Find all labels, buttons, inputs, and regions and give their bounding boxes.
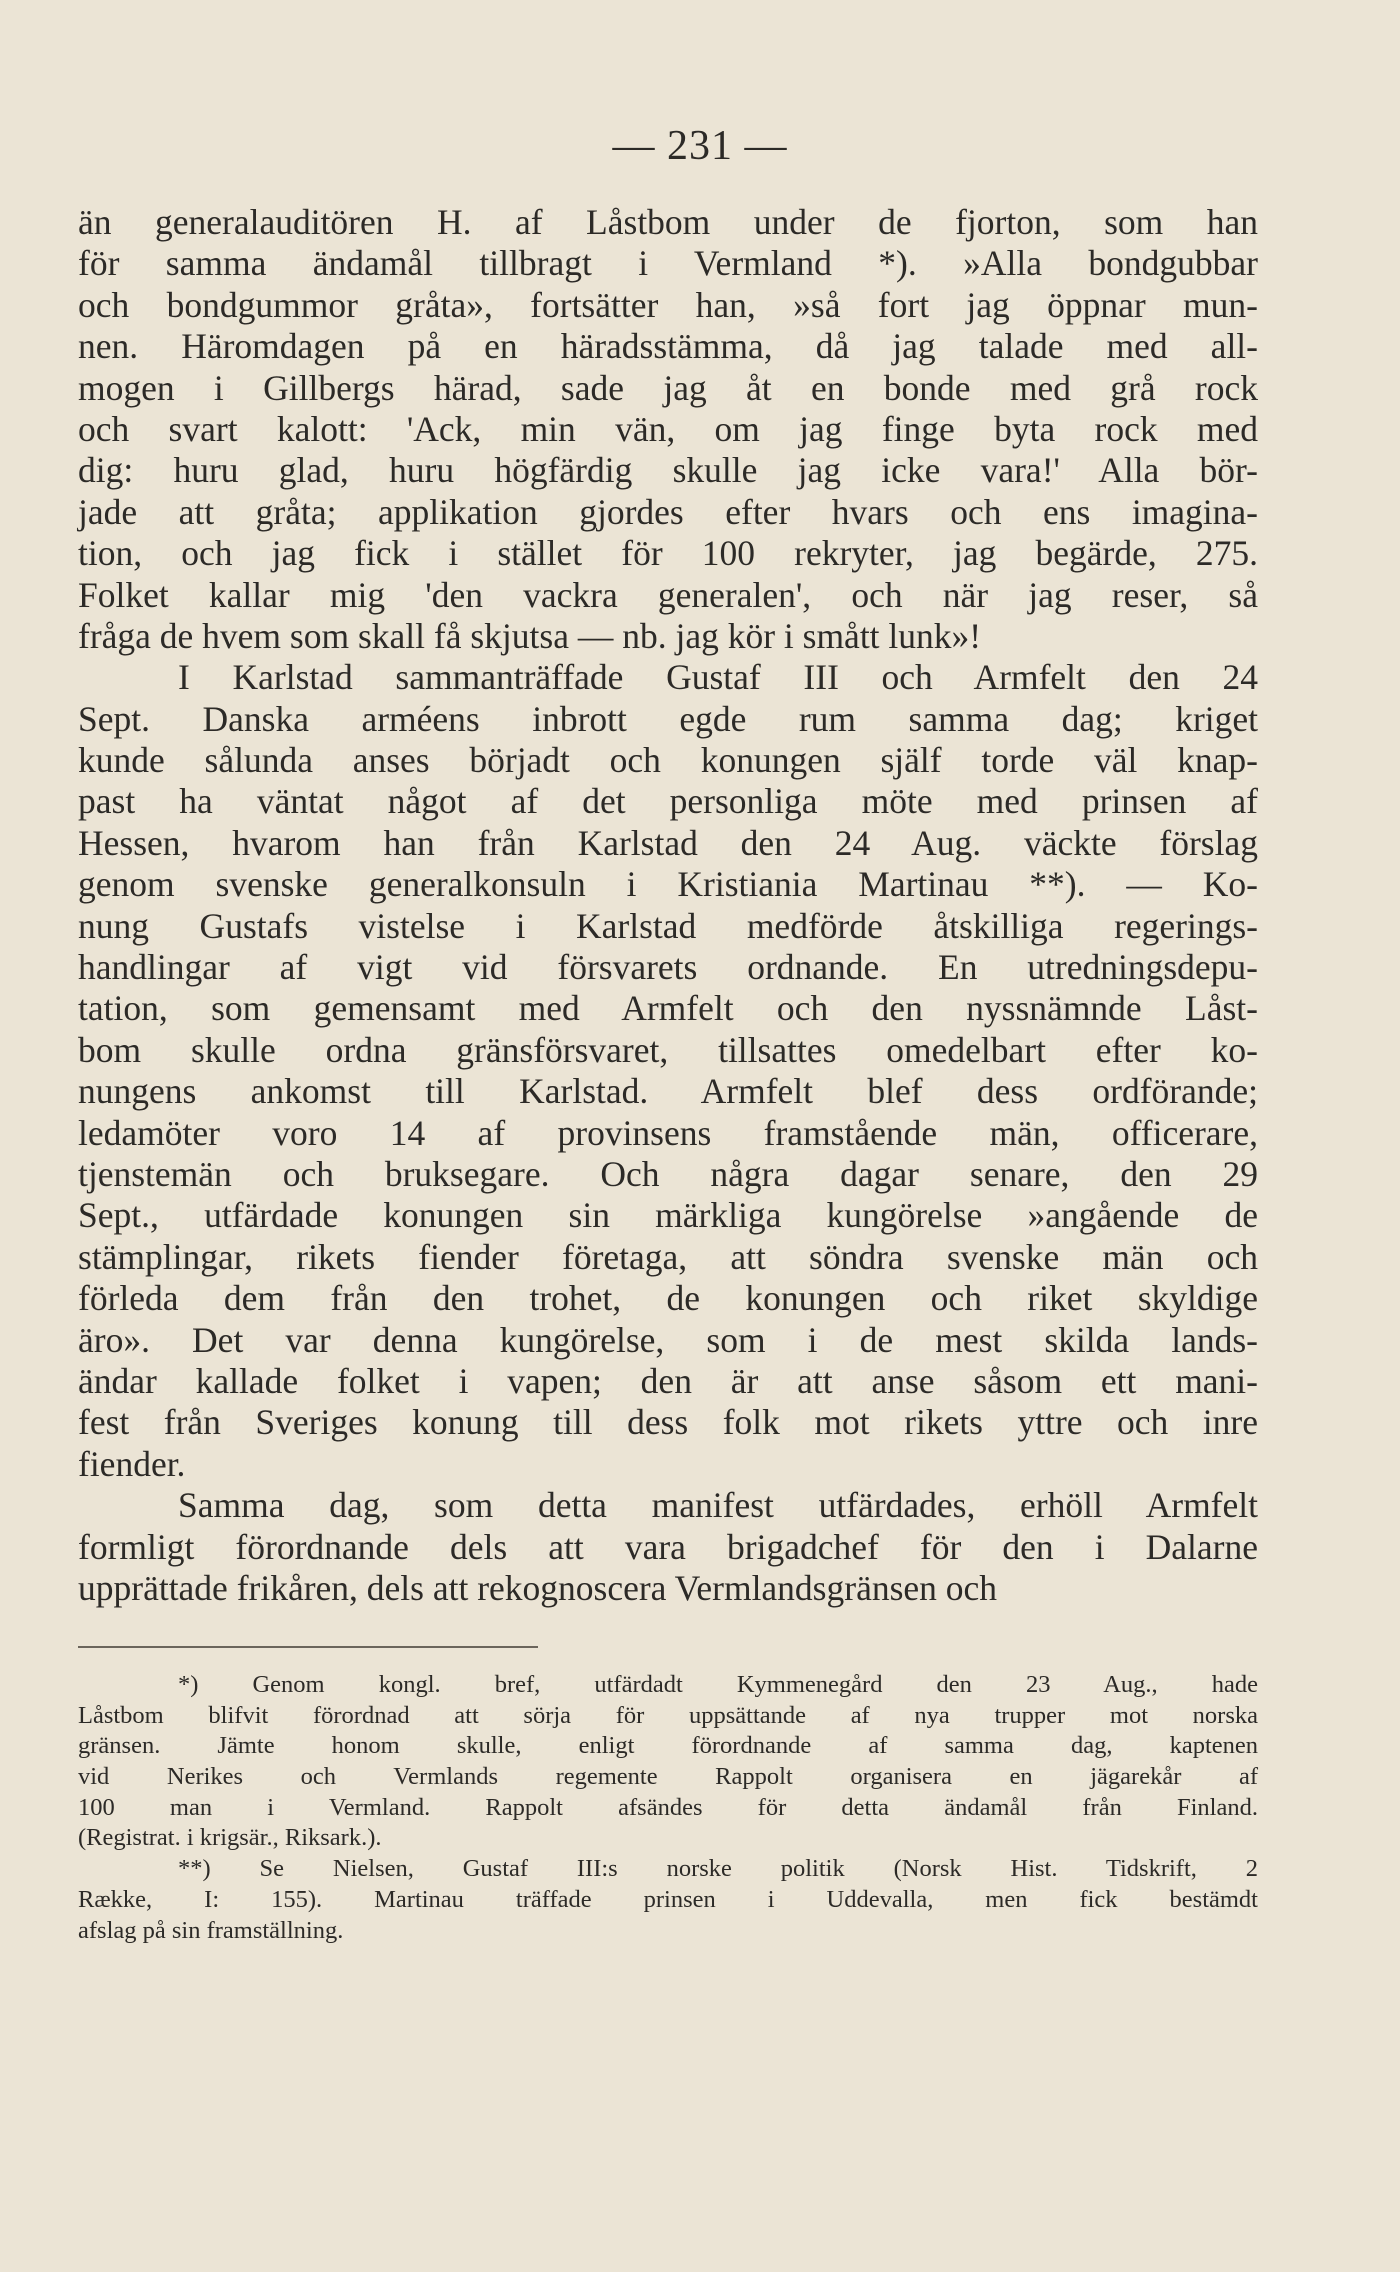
body-line: tjenstemän och bruksegare. Och några dagar senare, den 29 — [78, 1153, 1258, 1194]
footnote-line: 100 man i Vermland. Rappolt afsändes för detta ändamål från Finland. — [78, 1793, 1258, 1821]
body-line: mogen i Gillbergs härad, sade jag åt en bonde med grå rock — [78, 367, 1258, 408]
body-text — [78, 202, 1258, 1609]
body-line: dig: huru glad, huru högfärdig skulle jag icke vara!' Alla bör- — [78, 450, 1258, 491]
body-line: upprättade frikåren, dels att rekognoscera Vermlandsgränsen och — [78, 1567, 998, 1608]
body-line: fråga de hvem som skall få skjutsa — nb. jag kör i smått lunk»! — [78, 615, 982, 656]
body-line: Samma dag, som detta manifest utfärdades, erhöll Armfelt — [178, 1485, 1258, 1526]
body-line: Sept. Danska arméens inbrott egde rum samma dag; kriget — [78, 698, 1258, 739]
body-line: fest från Sveriges konung till dess folk mot rikets yttre och inre — [78, 1402, 1258, 1443]
body-line: kunde sålunda anses börjadt och konungen själf torde väl knap- — [78, 740, 1258, 781]
body-line: bom skulle ordna gränsförsvaret, tillsattes omedelbart efter ko- — [78, 1029, 1258, 1070]
footnote-divider — [78, 1646, 538, 1648]
body-line: äro». Det var denna kungörelse, som i de mest skilda lands- — [78, 1319, 1258, 1360]
body-line: handlingar af vigt vid försvarets ordnande. En utredningsdepu- — [78, 947, 1258, 988]
body-line: Sept., utfärdade konungen sin märkliga kungörelse »angående de — [78, 1195, 1258, 1236]
footnote-line: *) Genom kongl. bref, utfärdadt Kymmenegård den 23 Aug., hade — [178, 1671, 1258, 1698]
body-line: och svart kalott: 'Ack, min vän, om jag finge byta rock med — [78, 408, 1258, 449]
body-line: jade att gråta; applikation gjordes efter hvars och ens imagina- — [78, 491, 1258, 532]
footnote-line: vid Nerikes och Vermlands regemente Rappolt organisera en jägarekår af — [78, 1763, 1258, 1791]
body-line: genom svenske generalkonsuln i Kristiania Martinau **). — Ko- — [78, 864, 1258, 905]
body-line: nen. Häromdagen på en häradsstämma, då jag talade med all- — [78, 326, 1258, 367]
body-line: Folket kallar mig 'den vackra generalen', och när jag reser, så — [78, 574, 1258, 615]
page-number: — 231 — — [612, 123, 788, 169]
footnote-line: (Registrat. i krigsär., Riksark.). — [78, 1824, 382, 1852]
body-line: tion, och jag fick i stället för 100 rekryter, jag begärde, 275. — [78, 533, 1258, 574]
body-line: I Karlstad sammanträffade Gustaf III och Armfelt den 24 — [178, 657, 1258, 698]
body-line: Hessen, hvarom han från Karlstad den 24 Aug. väckte förslag — [78, 822, 1258, 863]
body-line: nungens ankomst till Karlstad. Armfelt blef dess ordförande; — [78, 1071, 1258, 1112]
body-line: ledamöter voro 14 af provinsens framstående män, officerare, — [78, 1112, 1258, 1153]
body-line: tation, som gemensamt med Armfelt och den nyssnämnde Låst- — [78, 988, 1258, 1029]
body-line: förleda dem från den trohet, de konungen och riket skyldige — [78, 1278, 1258, 1319]
body-line: past ha väntat något af det personliga möte med prinsen af — [78, 781, 1258, 822]
body-line: än generalauditören H. af Låstbom under de fjorton, som han — [78, 202, 1258, 242]
body-line: och bondgummor gråta», fortsätter han, »så fort jag öppnar mun- — [78, 284, 1258, 325]
footnote-line: gränsen. Jämte honom skulle, enligt förordnande af samma dag, kaptenen — [78, 1732, 1258, 1760]
footnote-line: afslag på sin framställning. — [78, 1916, 344, 1944]
body-line: för samma ändamål tillbragt i Vermland *). »Alla bondgubbar — [78, 243, 1258, 284]
body-line: fiender. — [78, 1443, 186, 1484]
body-line: ändar kallade folket i vapen; den är att anse såsom ett mani- — [78, 1360, 1258, 1401]
body-line: formligt förordnande dels att vara brigadchef för den i Dalarne — [78, 1526, 1258, 1567]
footnotes — [78, 1670, 1258, 1946]
footnote-line: **) Se Nielsen, Gustaf III:s norske politik (Norsk Hist. Tidskrift, 2 — [178, 1855, 1258, 1883]
footnote-line: Række, I: 155). Martinau träffade prinsen i Uddevalla, men fick bestämdt — [78, 1885, 1258, 1913]
body-line: nung Gustafs vistelse i Karlstad medförde åtskilliga regerings- — [78, 905, 1258, 946]
body-line: stämplingar, rikets fiender företaga, att söndra svenske män och — [78, 1236, 1258, 1277]
footnote-line: Låstbom blifvit förordnad att sörja för uppsättande af nya trupper mot norska — [78, 1701, 1258, 1729]
